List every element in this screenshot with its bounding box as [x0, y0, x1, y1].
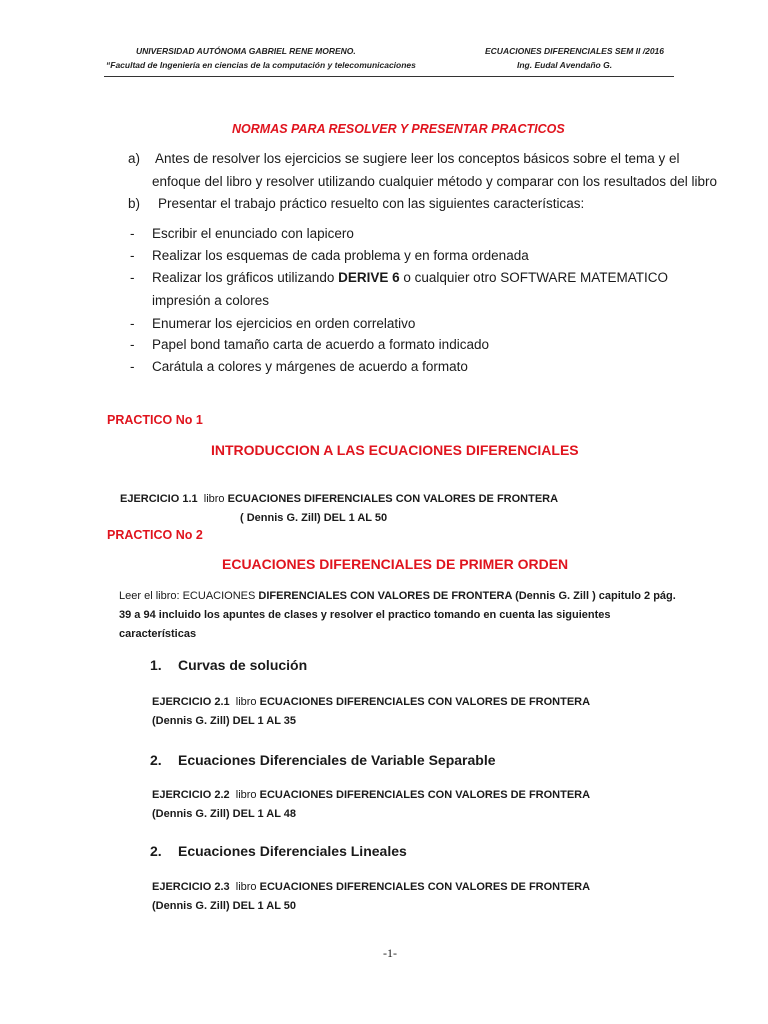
bullet-dash: -: [130, 270, 135, 285]
bullet-item: Realizar los esquemas de cada problema y en forma ordenada: [152, 248, 529, 263]
exercise-2-2-ref: (Dennis G. Zill) DEL 1 AL 48: [152, 808, 297, 820]
item-a-line1: Antes de resolver los ejercicios se sugiere leer los conceptos básicos sobre el tema y el: [155, 151, 680, 166]
book-prefix: libro: [235, 789, 257, 801]
exercise-1-1-ref: ( Dennis G. Zill) DEL 1 AL 50: [240, 512, 388, 524]
section-title: Curvas de solución: [178, 657, 308, 673]
derive-label: DERIVE 6: [338, 270, 400, 285]
practico1-label: PRACTICO No 1: [107, 413, 203, 427]
exercise-2-1-ref: (Dennis G. Zill) DEL 1 AL 35: [152, 715, 297, 727]
section-title: Ecuaciones Diferenciales Lineales: [178, 843, 407, 859]
book-title: ECUACIONES DIFERENCIALES CON VALORES DE FRONTERA: [227, 493, 559, 505]
book-prefix: libro: [235, 696, 257, 708]
norms-title: NORMAS PARA RESOLVER Y PRESENTAR PRACTICOS: [232, 122, 565, 136]
page-number: -1-: [383, 946, 397, 960]
bullet-item-graphics: [152, 270, 668, 285]
header-teacher: Ing. Eudal Avendaño G.: [517, 60, 613, 70]
exercise-code: EJERCICIO 2.2: [152, 789, 230, 801]
bullet-item: Papel bond tamaño carta de acuerdo a formato indicado: [152, 337, 489, 352]
book-title: ECUACIONES DIFERENCIALES CON VALORES DE FRONTERA: [259, 696, 591, 708]
exercise-2-1: [152, 696, 590, 708]
section-number: 2.: [150, 843, 162, 859]
intro-prefix: Leer el libro: ECUACIONES: [119, 590, 256, 602]
item-b-marker: b): [128, 196, 141, 211]
header-divider: [104, 76, 674, 77]
practico2-title: ECUACIONES DIFERENCIALES DE PRIMER ORDEN: [222, 556, 569, 572]
header-course: ECUACIONES DIFERENCIALES SEM II /2016: [485, 46, 665, 56]
practico2-intro-line2: 39 a 94 incluido los apuntes de clases y resolver el practico tomando en cuenta las siguientes: [119, 609, 611, 621]
practico1-title: INTRODUCCION A LAS ECUACIONES DIFERENCIALES: [211, 442, 579, 458]
exercise-2-3: [152, 881, 590, 893]
exercise-code: EJERCICIO 1.1: [120, 493, 198, 505]
exercise-code: EJERCICIO 2.1: [152, 696, 230, 708]
bullet-dash: -: [130, 226, 135, 241]
practico2-intro-line3: características: [119, 628, 197, 640]
intro-bold: DIFERENCIALES CON VALORES DE FRONTERA (Dennis G. Zill ) capitulo 2 pág.: [258, 590, 676, 602]
book-title: ECUACIONES DIFERENCIALES CON VALORES DE FRONTERA: [259, 881, 591, 893]
book-title: ECUACIONES DIFERENCIALES CON VALORES DE FRONTERA: [259, 789, 591, 801]
bullet-item: Enumerar los ejercicios en orden correlativo: [152, 316, 416, 331]
book-prefix: libro: [235, 881, 257, 893]
header-university: UNIVERSIDAD AUTÓNOMA GABRIEL RENE MORENO.: [136, 46, 356, 56]
item-a-line2: enfoque del libro y resolver utilizando cualquier método y comparar con los resultados del libro: [152, 174, 718, 189]
book-prefix: libro: [203, 493, 225, 505]
exercise-code: EJERCICIO 2.3: [152, 881, 230, 893]
item-a-marker: a): [128, 151, 141, 166]
section-title: Ecuaciones Diferenciales de Variable Separable: [178, 752, 496, 768]
bullet-item-text: Realizar los gráficos utilizando: [152, 270, 335, 285]
bullet-item: Escribir el enunciado con lapicero: [152, 226, 354, 241]
bullet-item: Carátula a colores y márgenes de acuerdo a formato: [152, 359, 468, 374]
header-faculty: “Facultad de Ingeniería en ciencias de la computación y telecomunicaciones: [106, 60, 416, 70]
bullet-item-continuation: impresión a colores: [152, 293, 270, 308]
bullet-dash: -: [130, 316, 135, 331]
bullet-dash: -: [130, 359, 135, 374]
item-b-line: Presentar el trabajo práctico resuelto con las siguientes características:: [158, 196, 585, 211]
section-number: 2.: [150, 752, 162, 768]
bullet-dash: -: [130, 248, 135, 263]
practico2-label: PRACTICO No 2: [107, 528, 203, 542]
exercise-1-1: [120, 493, 558, 505]
practico2-intro-line1: [119, 590, 676, 602]
bullet-item-rest: o cualquier otro SOFTWARE MATEMATICO: [399, 270, 668, 285]
exercise-2-3-ref: (Dennis G. Zill) DEL 1 AL 50: [152, 900, 297, 912]
exercise-2-2: [152, 789, 590, 801]
section-number: 1.: [150, 657, 162, 673]
bullet-dash: -: [130, 337, 135, 352]
